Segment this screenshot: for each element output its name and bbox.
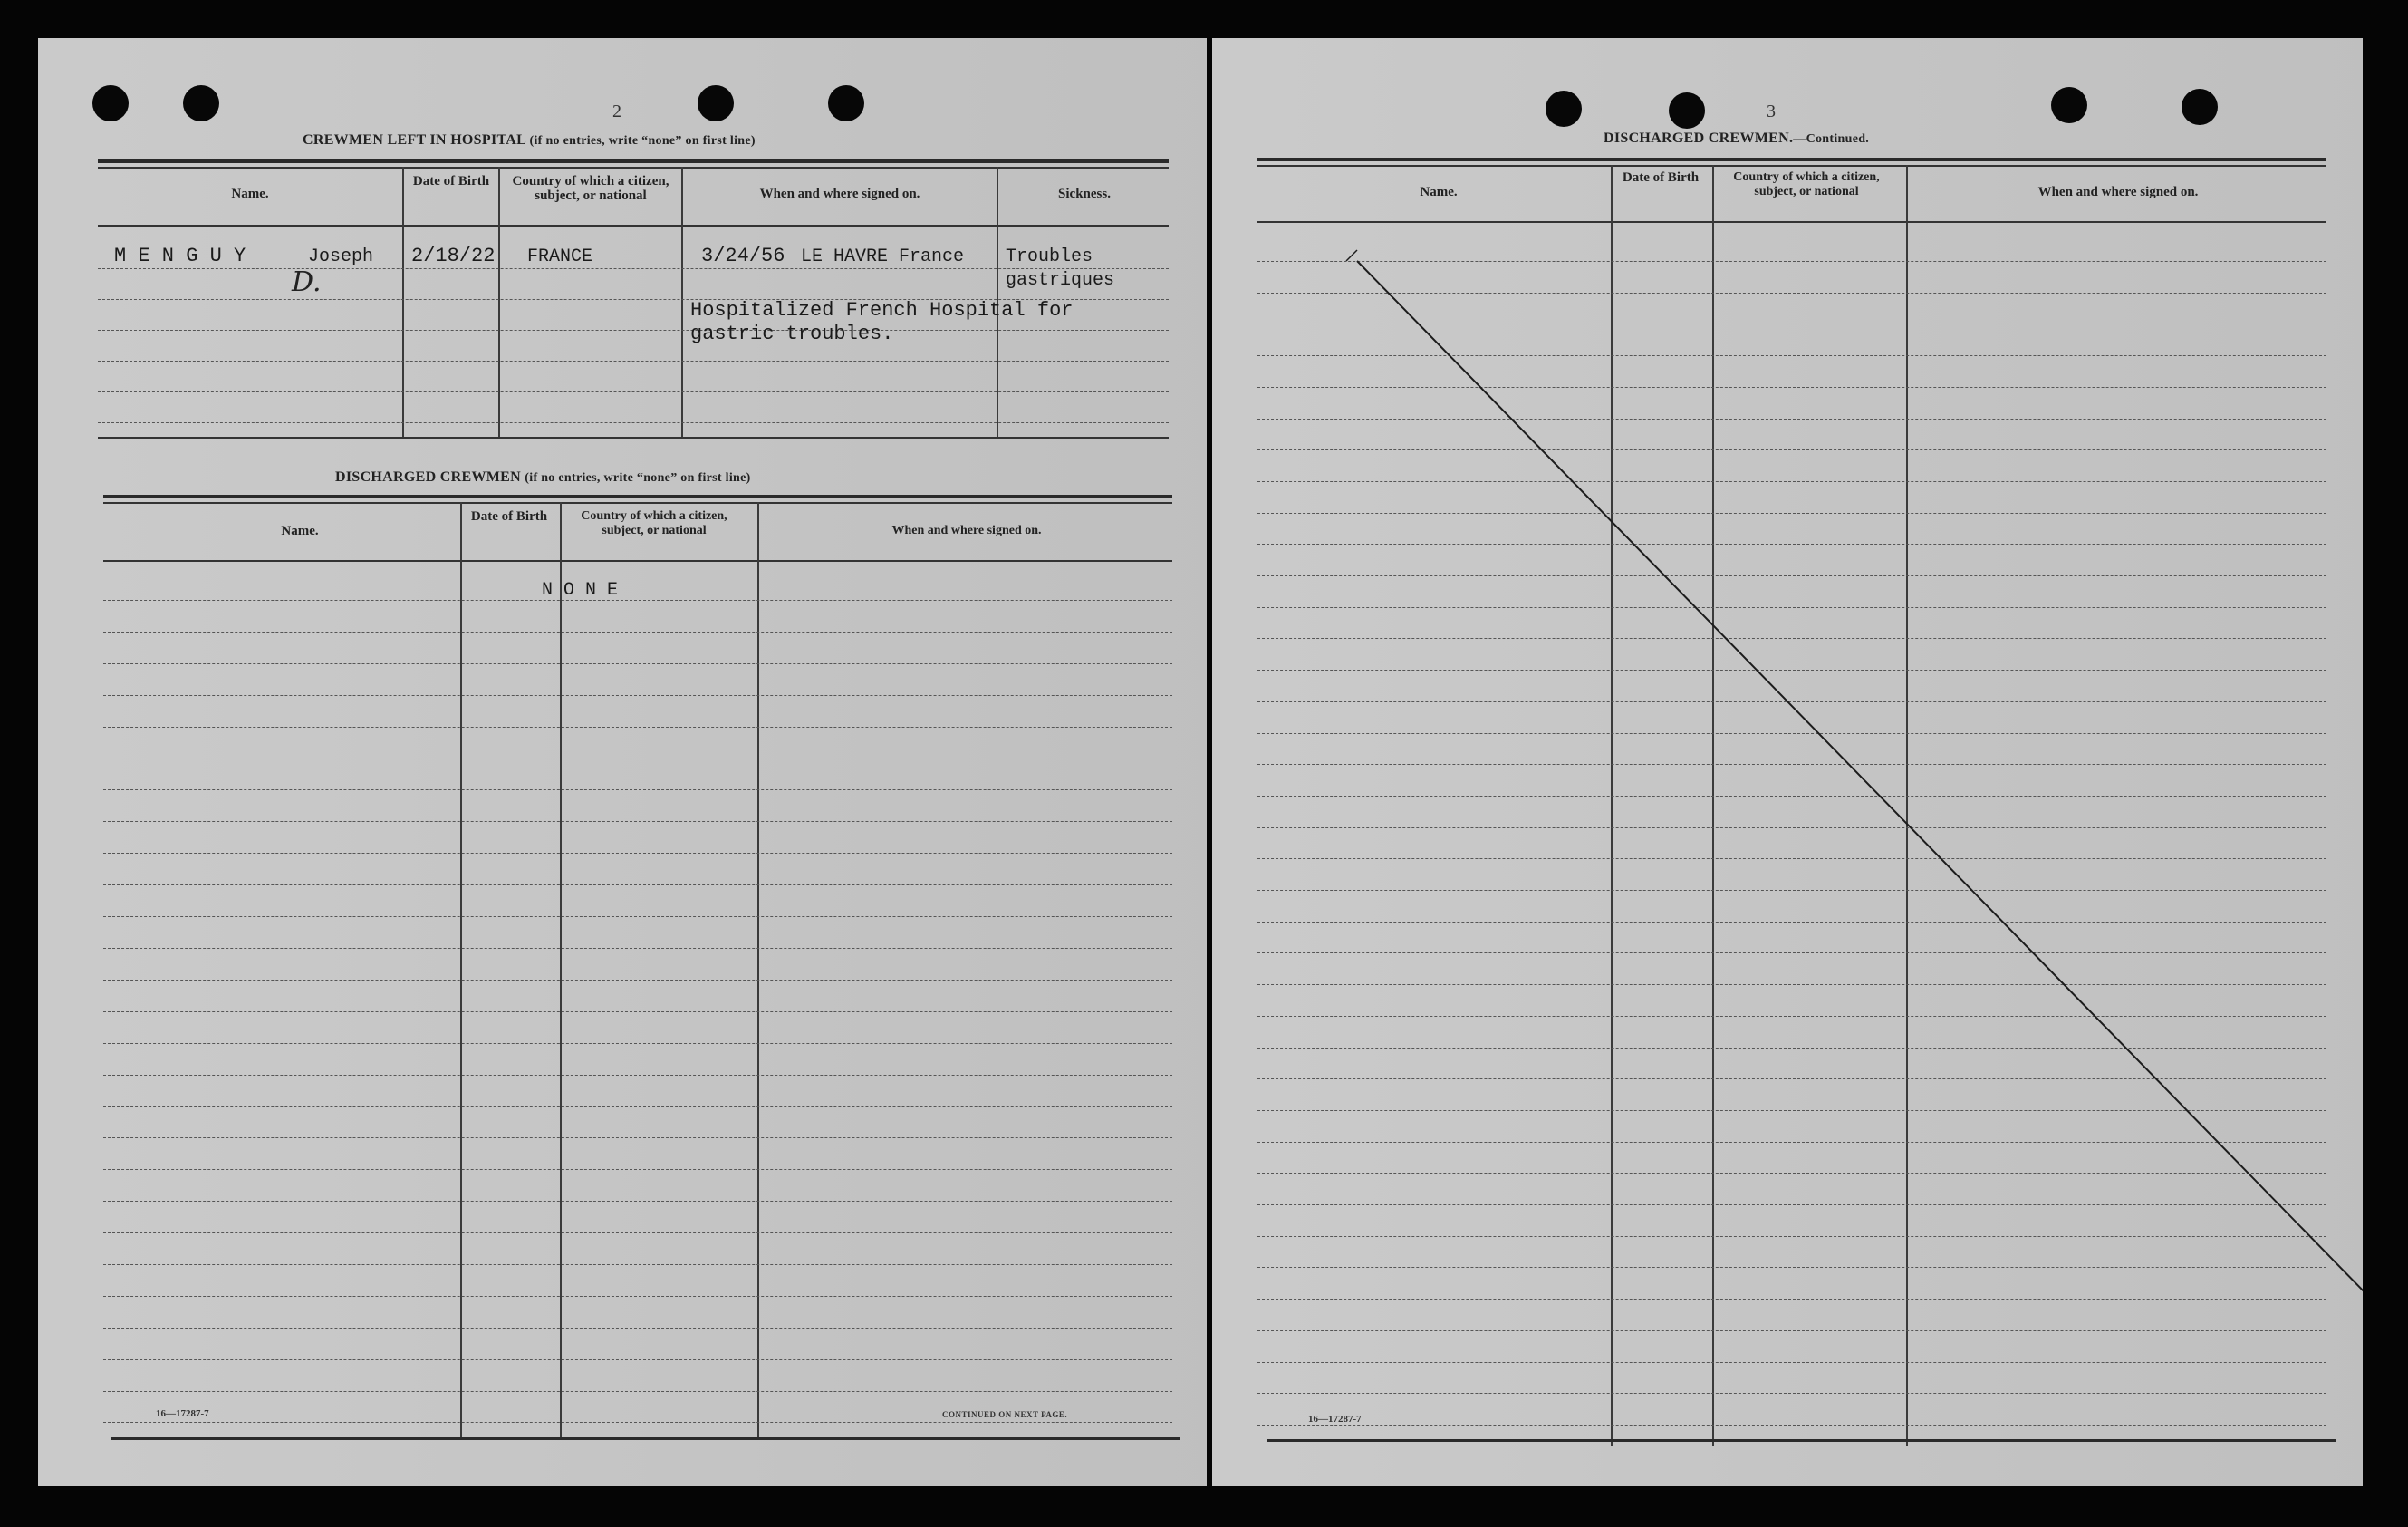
sickness-line-1: Troubles — [1006, 246, 1093, 267]
entry-line — [103, 853, 1172, 854]
column-divider — [402, 167, 404, 439]
crewman-country: FRANCE — [527, 246, 593, 267]
entry-line — [103, 980, 1172, 981]
column-divider — [681, 167, 683, 439]
entry-line — [103, 600, 1172, 601]
entry-line — [103, 727, 1172, 728]
entry-line — [103, 1391, 1172, 1392]
column-header-country: Country of which a citizen, subject, or national — [512, 174, 669, 203]
entry-line — [103, 1422, 1172, 1423]
form-code: 16—17287-7 — [1308, 1414, 1362, 1425]
column-header-name: Name. — [231, 187, 269, 201]
column-header-country: Country of which a citizen, subject, or national — [1733, 170, 1880, 198]
form-code: 16—17287-7 — [156, 1408, 209, 1419]
entry-line — [103, 1106, 1172, 1107]
entry-line — [103, 948, 1172, 949]
column-divider — [460, 502, 462, 1439]
entry-line — [98, 391, 1169, 392]
header-rule — [98, 225, 1169, 227]
column-header-dob: Date of Birth — [1622, 170, 1700, 185]
entry-line — [98, 422, 1169, 423]
column-header-dob: Date of Birth — [412, 174, 490, 188]
punch-hole — [698, 85, 734, 121]
discharged-continued-title: DISCHARGED CREWMEN.—Continued. — [1604, 130, 1870, 146]
page-number: 3 — [1767, 101, 1776, 121]
entry-line — [98, 330, 1169, 331]
column-header-name: Name. — [1420, 185, 1458, 199]
entry-line — [103, 1359, 1172, 1360]
bottom-rule — [111, 1437, 1180, 1440]
top-rule — [103, 495, 1172, 498]
entry-line — [103, 1169, 1172, 1170]
entry-line — [103, 1137, 1172, 1138]
column-header-sickness: Sickness. — [1058, 187, 1111, 201]
entry-line — [103, 1201, 1172, 1202]
punch-hole — [828, 85, 864, 121]
column-header-signed: When and where signed on. — [759, 187, 920, 201]
entry-line — [103, 1011, 1172, 1012]
crewman-dob: 2/18/22 — [411, 245, 496, 267]
column-divider — [560, 502, 562, 1439]
top-rule — [103, 502, 1172, 504]
left-form-page — [38, 38, 1207, 1486]
entry-line — [103, 1043, 1172, 1044]
page-number: 2 — [612, 101, 621, 121]
entry-line — [103, 1328, 1172, 1329]
column-header-name: Name. — [281, 524, 319, 538]
discharged-section-title: DISCHARGED CREWMEN (if no entries, write “none” on first line) — [335, 469, 751, 485]
entry-line — [103, 632, 1172, 633]
column-header-signed: When and where signed on. — [891, 524, 1042, 537]
signed-on-place: LE HAVRE France — [801, 246, 965, 267]
entry-line — [103, 916, 1172, 917]
column-header-dob: Date of Birth — [470, 509, 548, 524]
entry-line — [103, 884, 1172, 885]
sickness-line-2: gastriques — [1006, 270, 1115, 291]
continued-note: CONTINUED ON NEXT PAGE. — [942, 1410, 1068, 1419]
remark-line-2: gastric troubles. — [690, 323, 894, 345]
top-rule — [98, 167, 1169, 169]
entry-line — [98, 361, 1169, 362]
column-divider — [757, 502, 759, 1439]
punch-hole — [183, 85, 219, 121]
right-form-page — [1212, 38, 2363, 1486]
entry-line — [103, 1232, 1172, 1233]
entry-line — [103, 663, 1172, 664]
remark-line-1: Hospitalized French Hospital for — [690, 299, 1074, 322]
entry-line — [103, 1296, 1172, 1297]
header-rule — [103, 560, 1172, 562]
top-rule — [98, 159, 1169, 163]
bottom-rule — [1267, 1439, 2336, 1442]
section-bottom-rule — [98, 437, 1169, 439]
discharged-none-entry: N O N E — [542, 580, 619, 601]
signed-on-date: 3/24/56 — [701, 245, 785, 267]
hospital-section-title: CREWMEN LEFT IN HOSPITAL (if no entries, write “none” on first line) — [303, 132, 756, 148]
crewman-given-name: Joseph — [308, 246, 374, 267]
column-divider — [498, 167, 500, 439]
punch-hole — [92, 85, 129, 121]
entry-line — [103, 1264, 1172, 1265]
handwritten-initials: D. — [292, 266, 322, 298]
entry-line — [103, 695, 1172, 696]
entry-line — [98, 268, 1169, 269]
column-header-country: Country of which a citizen, subject, or national — [581, 509, 727, 537]
entry-line — [103, 1075, 1172, 1076]
entry-line — [103, 789, 1172, 790]
strike-through-line — [1212, 38, 2363, 1486]
crewman-surname: M E N G U Y — [114, 245, 246, 267]
entry-line — [103, 821, 1172, 822]
column-header-signed: When and where signed on. — [2037, 185, 2199, 199]
